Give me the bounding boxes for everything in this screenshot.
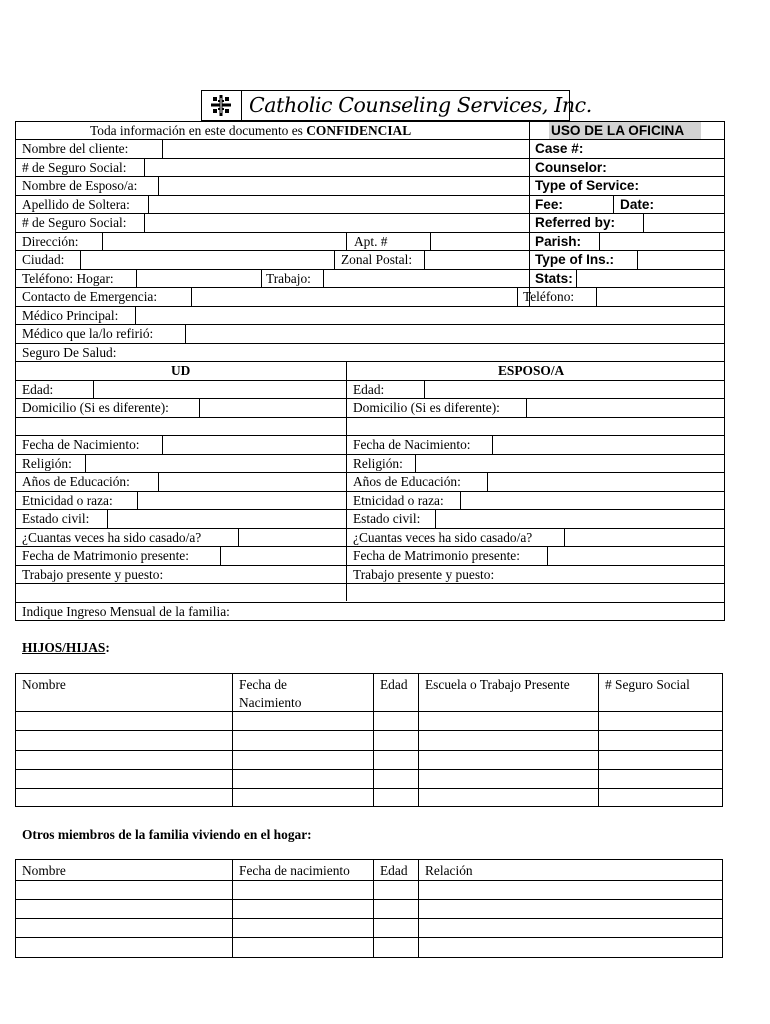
field-divider [162, 139, 163, 158]
field-divider [137, 491, 138, 509]
office-type-of-ins: Type of Ins.: [535, 252, 615, 267]
office-counselor: Counselor: [535, 160, 607, 175]
row-line [15, 306, 725, 307]
field-divider [424, 380, 425, 398]
row-line [15, 435, 725, 436]
office-field-divider [599, 232, 600, 250]
hijos-col-nombre: Nombre [22, 677, 66, 692]
ud-heading: UD [171, 363, 191, 378]
field-divider [547, 546, 548, 565]
hijos-title [22, 640, 110, 655]
esposo-religion: Religión: [353, 456, 403, 471]
row-line [15, 195, 725, 196]
otros-table [15, 859, 723, 958]
otros-row-line [15, 937, 723, 938]
hijos-col-line [598, 673, 599, 807]
field-divider [424, 250, 425, 269]
otros-title: Otros miembros de la familia viviendo en el hogar: [22, 827, 312, 842]
hijos-row-line [15, 769, 723, 770]
hijos-col-fecha: Fecha de [239, 677, 287, 692]
office-type-of-service: Type of Service: [535, 178, 640, 193]
label-medico-principal: Médico Principal: [22, 308, 119, 323]
field-divider [415, 454, 416, 472]
esposo-heading: ESPOSO/A [498, 363, 565, 378]
field-divider [596, 287, 597, 306]
ud-edad: Edad: [22, 382, 54, 397]
field-divider [199, 398, 200, 417]
row-line [15, 602, 725, 603]
row-line [15, 454, 725, 455]
label-direccion: Dirección: [22, 234, 79, 249]
row-line [15, 176, 725, 177]
ud-etnicidad: Etnicidad o raza: [22, 493, 113, 508]
office-field-divider [637, 250, 638, 269]
row-line [15, 417, 725, 418]
field-divider [107, 509, 108, 528]
office-field-divider [576, 269, 577, 287]
row-line [15, 361, 725, 362]
label-ingreso-mensual: Indique Ingreso Mensual de la familia: [22, 604, 230, 619]
ud-domicilio: Domicilio (Si es diferente): [22, 400, 169, 415]
otros-col-line [232, 859, 233, 958]
otros-col-line [418, 859, 419, 958]
label-medico-refirio: Médico que la/lo refirió: [22, 326, 154, 341]
hijos-col-escuela: Escuela o Trabajo Presente [425, 677, 570, 692]
label-telefono: Teléfono: [523, 289, 575, 304]
row-line [15, 583, 725, 584]
field-divider [85, 454, 86, 472]
row-line [15, 528, 725, 529]
esposo-edad: Edad: [353, 382, 385, 397]
confidential-prefix: Toda información en este documento es [90, 123, 303, 138]
label-apellido-soltera: Apellido de Soltera: [22, 197, 130, 212]
field-divider [102, 232, 103, 250]
office-field-divider [613, 195, 614, 213]
esposo-domicilio: Domicilio (Si es diferente): [353, 400, 500, 415]
field-divider [526, 398, 527, 417]
label-seguro-salud: Seguro De Salud: [22, 345, 117, 360]
hijos-row-line [15, 730, 723, 731]
row-line [15, 213, 725, 214]
hijos-col-seguro: # Seguro Social [605, 677, 690, 692]
office-referred-by: Referred by: [535, 215, 616, 230]
label-ciudad: Ciudad: [22, 252, 65, 267]
ud-fecha-matrimonio: Fecha de Matrimonio presente: [22, 548, 189, 563]
esposo-anos-educacion: Años de Educación: [353, 474, 461, 489]
label-telefono-hogar: Teléfono: Hogar: [22, 271, 114, 286]
otros-row-line [15, 899, 723, 900]
ud-veces-casado: ¿Cuantas veces ha sido casado/a? [22, 530, 202, 545]
esposo-fecha-nacimiento: Fecha de Nacimiento: [353, 437, 471, 452]
otros-col-nombre: Nombre [22, 863, 66, 878]
label-zonal-postal: Zonal Postal: [341, 252, 413, 267]
field-divider [238, 528, 239, 546]
ud-anos-educacion: Años de Educación: [22, 474, 130, 489]
field-divider [435, 509, 436, 528]
ud-trabajo-puesto: Trabajo presente y puesto: [22, 567, 164, 582]
row-line [15, 546, 725, 547]
office-stats: Stats: [535, 271, 573, 286]
label-apt: Apt. # [354, 234, 388, 249]
otros-row-line [15, 880, 723, 881]
office-parish: Parish: [535, 234, 582, 249]
field-divider [144, 158, 145, 176]
ud-religion: Religión: [22, 456, 72, 471]
field-divider [346, 232, 347, 250]
field-divider [261, 269, 262, 287]
otros-col-fecha: Fecha de nacimiento [239, 863, 350, 878]
row-line [15, 472, 725, 473]
confidential-word: CONFIDENCIAL [306, 123, 412, 138]
row-line [15, 343, 725, 344]
hijos-title-text: HIJOS/HIJAS [22, 640, 106, 655]
office-field-divider [643, 213, 644, 232]
organization-title: Catholic Counseling Services, Inc. [249, 93, 592, 117]
field-divider [460, 491, 461, 509]
field-divider [517, 287, 518, 306]
label-trabajo: Trabajo: [266, 271, 311, 286]
field-divider [487, 472, 488, 491]
esposo-fecha-matrimonio: Fecha de Matrimonio presente: [353, 548, 520, 563]
field-divider [220, 546, 221, 565]
row-line [15, 232, 725, 233]
otros-col-edad: Edad [380, 863, 408, 878]
otros-col-relacion: Relación [425, 863, 473, 878]
hijos-col-nacimiento: Nacimiento [239, 695, 302, 710]
row-line [15, 139, 725, 140]
field-divider [148, 195, 149, 213]
label-contacto-emergencia: Contacto de Emergencia: [22, 289, 158, 304]
label-seguro-social-2: # de Seguro Social: [22, 215, 127, 230]
row-line [15, 250, 725, 251]
otros-col-line [373, 859, 374, 958]
hijos-col-line [418, 673, 419, 807]
hijos-table [15, 673, 723, 807]
office-fee: Fee: [535, 197, 563, 212]
field-divider [191, 287, 192, 306]
hijos-title-colon: : [105, 640, 110, 655]
esposo-etnicidad: Etnicidad o raza: [353, 493, 444, 508]
row-line [15, 287, 725, 288]
otros-row-line [15, 918, 723, 919]
esposo-veces-casado: ¿Cuantas veces ha sido casado/a? [353, 530, 533, 545]
hijos-col-edad: Edad [380, 677, 408, 692]
cross-logo-icon [209, 94, 233, 117]
office-date: Date: [620, 197, 654, 212]
field-divider [144, 213, 145, 232]
field-divider [158, 472, 159, 491]
hijos-col-line [373, 673, 374, 807]
office-case: Case #: [535, 141, 584, 156]
field-divider [162, 435, 163, 454]
header-divider [241, 90, 242, 121]
row-line [15, 491, 725, 492]
field-divider [492, 435, 493, 454]
row-line [15, 269, 725, 270]
hijos-row-line [15, 788, 723, 789]
row-line [15, 509, 725, 510]
row-line [15, 158, 725, 159]
label-seguro-social: # de Seguro Social: [22, 160, 127, 175]
office-title: USO DE LA OFICINA [551, 123, 685, 138]
field-divider [80, 250, 81, 269]
field-divider [93, 380, 94, 398]
label-nombre-cliente: Nombre del cliente: [22, 141, 129, 156]
field-divider [323, 269, 324, 287]
field-divider [334, 250, 335, 269]
hijos-row-line [15, 750, 723, 751]
row-line [15, 380, 725, 381]
ud-fecha-nacimiento: Fecha de Nacimiento: [22, 437, 140, 452]
hijos-col-line [232, 673, 233, 807]
field-divider [564, 528, 565, 546]
esposo-trabajo-puesto: Trabajo presente y puesto: [353, 567, 495, 582]
confidential-notice [90, 123, 411, 138]
row-line [15, 324, 725, 325]
field-divider [135, 306, 136, 324]
field-divider [136, 269, 137, 287]
field-divider [158, 176, 159, 195]
esposo-estado-civil: Estado civil: [353, 511, 421, 526]
field-divider [185, 324, 186, 343]
label-nombre-esposo: Nombre de Esposo/a: [22, 178, 138, 193]
field-divider [430, 232, 431, 250]
row-line [15, 565, 725, 566]
hijos-row-line [15, 711, 723, 712]
ud-estado-civil: Estado civil: [22, 511, 90, 526]
row-line [15, 398, 725, 399]
